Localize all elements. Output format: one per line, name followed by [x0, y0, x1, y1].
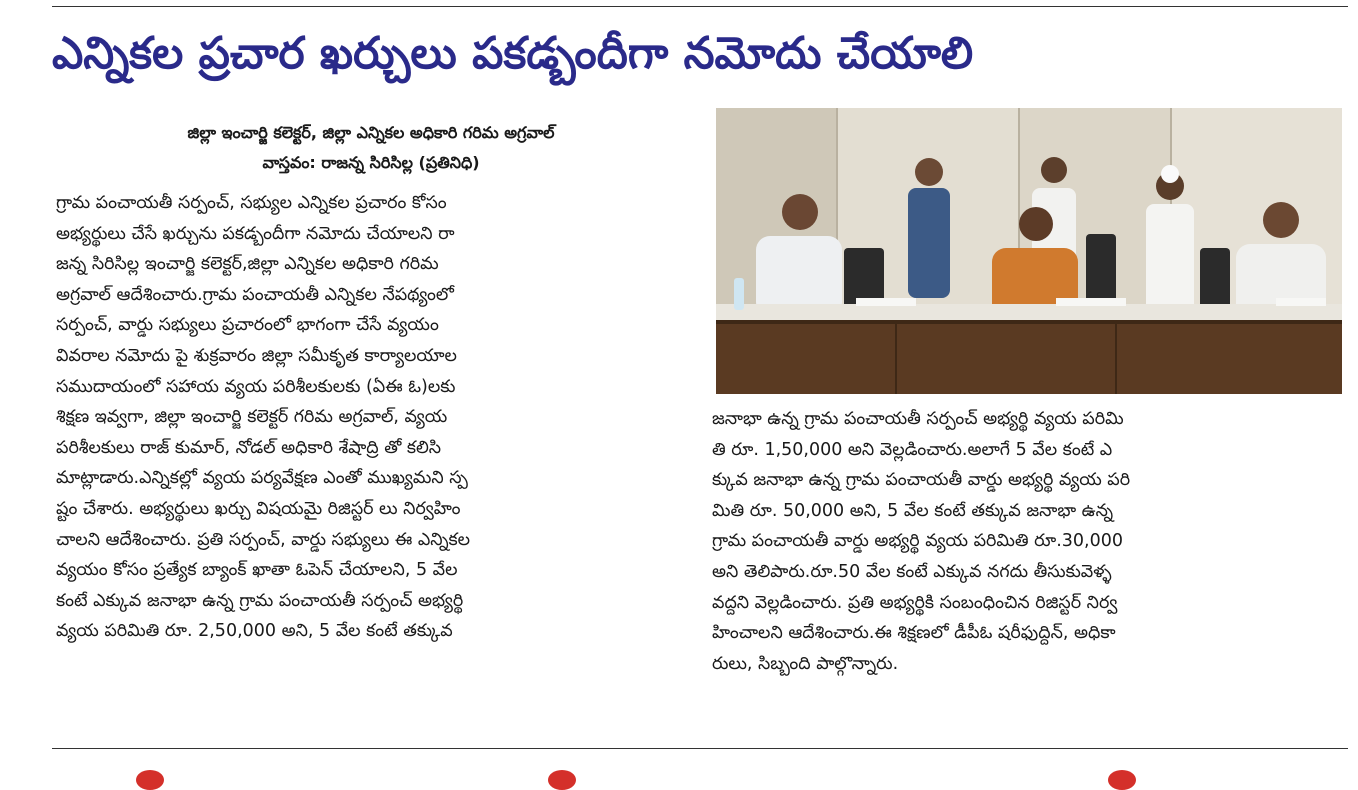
text-line: గ్రామ పంచాయతీ వార్డు అభ్యర్థి వ్యయ పరిమితి రూ.30,000: [712, 531, 1124, 552]
text-line: శిక్షణ ఇవ్వగా, జిల్లా ఇంచార్జి కలెక్టర్ గరిమ అగ్రవాల్, వ్యయ: [56, 407, 448, 428]
text-line: మితి రూ. 50,000 అని, 5 వేల కంటే తక్కువ జనాభా ఉన్న: [712, 500, 1114, 521]
text-line: వద్దని వెల్లడించారు. ప్రతి అభ్యర్థికి సంబంధించిన రిజిస్టర్ నిర్వ: [712, 592, 1118, 613]
meeting-photo-illustration: [716, 108, 1342, 394]
text-line: చాలని ఆదేశించారు. ప్రతి సర్పంచ్, వార్డు సభ్యులు ఈ ఎన్నికల: [56, 529, 471, 550]
red-mark: [548, 770, 576, 790]
text-line: జన్న సిరిసిల్ల ఇంచార్జి కలెక్టర్,జిల్లా ఎన్నికల అధికారి గరిమ: [56, 254, 439, 275]
text-line: కంటే ఎక్కువ జనాభా ఉన్న గ్రామ పంచాయతీ సర్పంచ్ అభ్యర్థి: [56, 590, 464, 611]
article-byline: [56, 118, 686, 178]
next-article-edge: [0, 764, 1358, 778]
text-line: సముదాయంలో సహాయ వ్యయ పరిశీలకులకు (ఏఈ ఓ)లకు: [56, 376, 456, 397]
text-line: పరిశీలకులు రాజ్ కుమార్, నోడల్ అధికారి శేషాద్రి తో కలిసి: [56, 437, 442, 458]
meeting-photo: [716, 108, 1342, 394]
text-line: వ్యయం కోసం ప్రత్యేక బ్యాంక్ ఖాతా ఓపెన్ చేయాలని, 5 వేల: [56, 560, 458, 581]
top-rule: [52, 6, 1348, 7]
text-line: అగ్రవాల్ ఆదేశించారు.గ్రామ పంచాయతీ ఎన్నికల నేపథ్యంలో: [56, 284, 454, 305]
text-line: ష్టం చేశారు. అభ్యర్థులు ఖర్చు విషయమై రిజిస్టర్ లు నిర్వహిం: [56, 498, 461, 519]
text-line: తి రూ. 1,50,000 అని వెల్లడించారు.అలాగే 5 వేల కంటే ఎ: [712, 439, 1113, 460]
left-text-column: [56, 188, 688, 647]
text-line: గ్రామ పంచాయతీ సర్పంచ్, సభ్యుల ఎన్నికల ప్రచారం కోసం: [56, 193, 447, 213]
text-line: వివరాల నమోదు పై శుక్రవారం జిల్లా సమీకృత కార్యాలయాల: [56, 345, 457, 366]
red-mark: [136, 770, 164, 790]
text-line: హించాలని ఆదేశించారు.ఈ శిక్షణలో డీపీఓ షరీఫుద్దిన్, అధికా: [712, 623, 1116, 644]
text-line: వ్యయ పరిమితి రూ. 2,50,000 అని, 5 వేల కంటే తక్కువ: [56, 621, 453, 642]
text-line: మాట్లాడారు.ఎన్నికల్లో వ్యయ పర్యవేక్షణ ఎంతో ముఖ్యమని స్ప: [56, 468, 468, 489]
text-line: క్కువ జనాభా ఉన్న గ్రామ పంచాయతీ వార్డు అభ్యర్థి వ్యయ పరి: [712, 470, 1131, 491]
text-line: అని తెలిపారు.రూ.50 వేల కంటే ఎక్కువ నగదు తీసుకువెళ్ళ: [712, 561, 1112, 582]
article-headline: ఎన్నికల ప్రచార ఖర్చులు పకడ్బందీగా నమోదు చేయాలి: [52, 28, 974, 79]
bottom-rule: [52, 748, 1348, 749]
byline-line: జిల్లా ఇంచార్జి కలెక్టర్, జిల్లా ఎన్నికల అధికారి గరిమ అగ్రవాల్: [187, 123, 555, 142]
text-line: సర్పంచ్, వార్డు సభ్యులు ప్రచారంలో భాగంగా చేసే వ్యయం: [56, 315, 439, 336]
red-mark: [1108, 770, 1136, 790]
right-text-column: [712, 404, 1344, 679]
text-line: అభ్యర్థులు చేసే ఖర్చును పకడ్బందీగా నమోదు చేయాలని రా: [56, 223, 455, 244]
text-line: జనాభా ఉన్న గ్రామ పంచాయతీ సర్పంచ్ అభ్యర్థి వ్యయ పరిమి: [712, 409, 1124, 429]
byline-line: వాస్తవం: రాజన్న సిరిసిల్ల (ప్రతినిధి): [262, 153, 480, 172]
text-line: రులు, సిబ్బంది పాల్గొన్నారు.: [712, 653, 899, 674]
